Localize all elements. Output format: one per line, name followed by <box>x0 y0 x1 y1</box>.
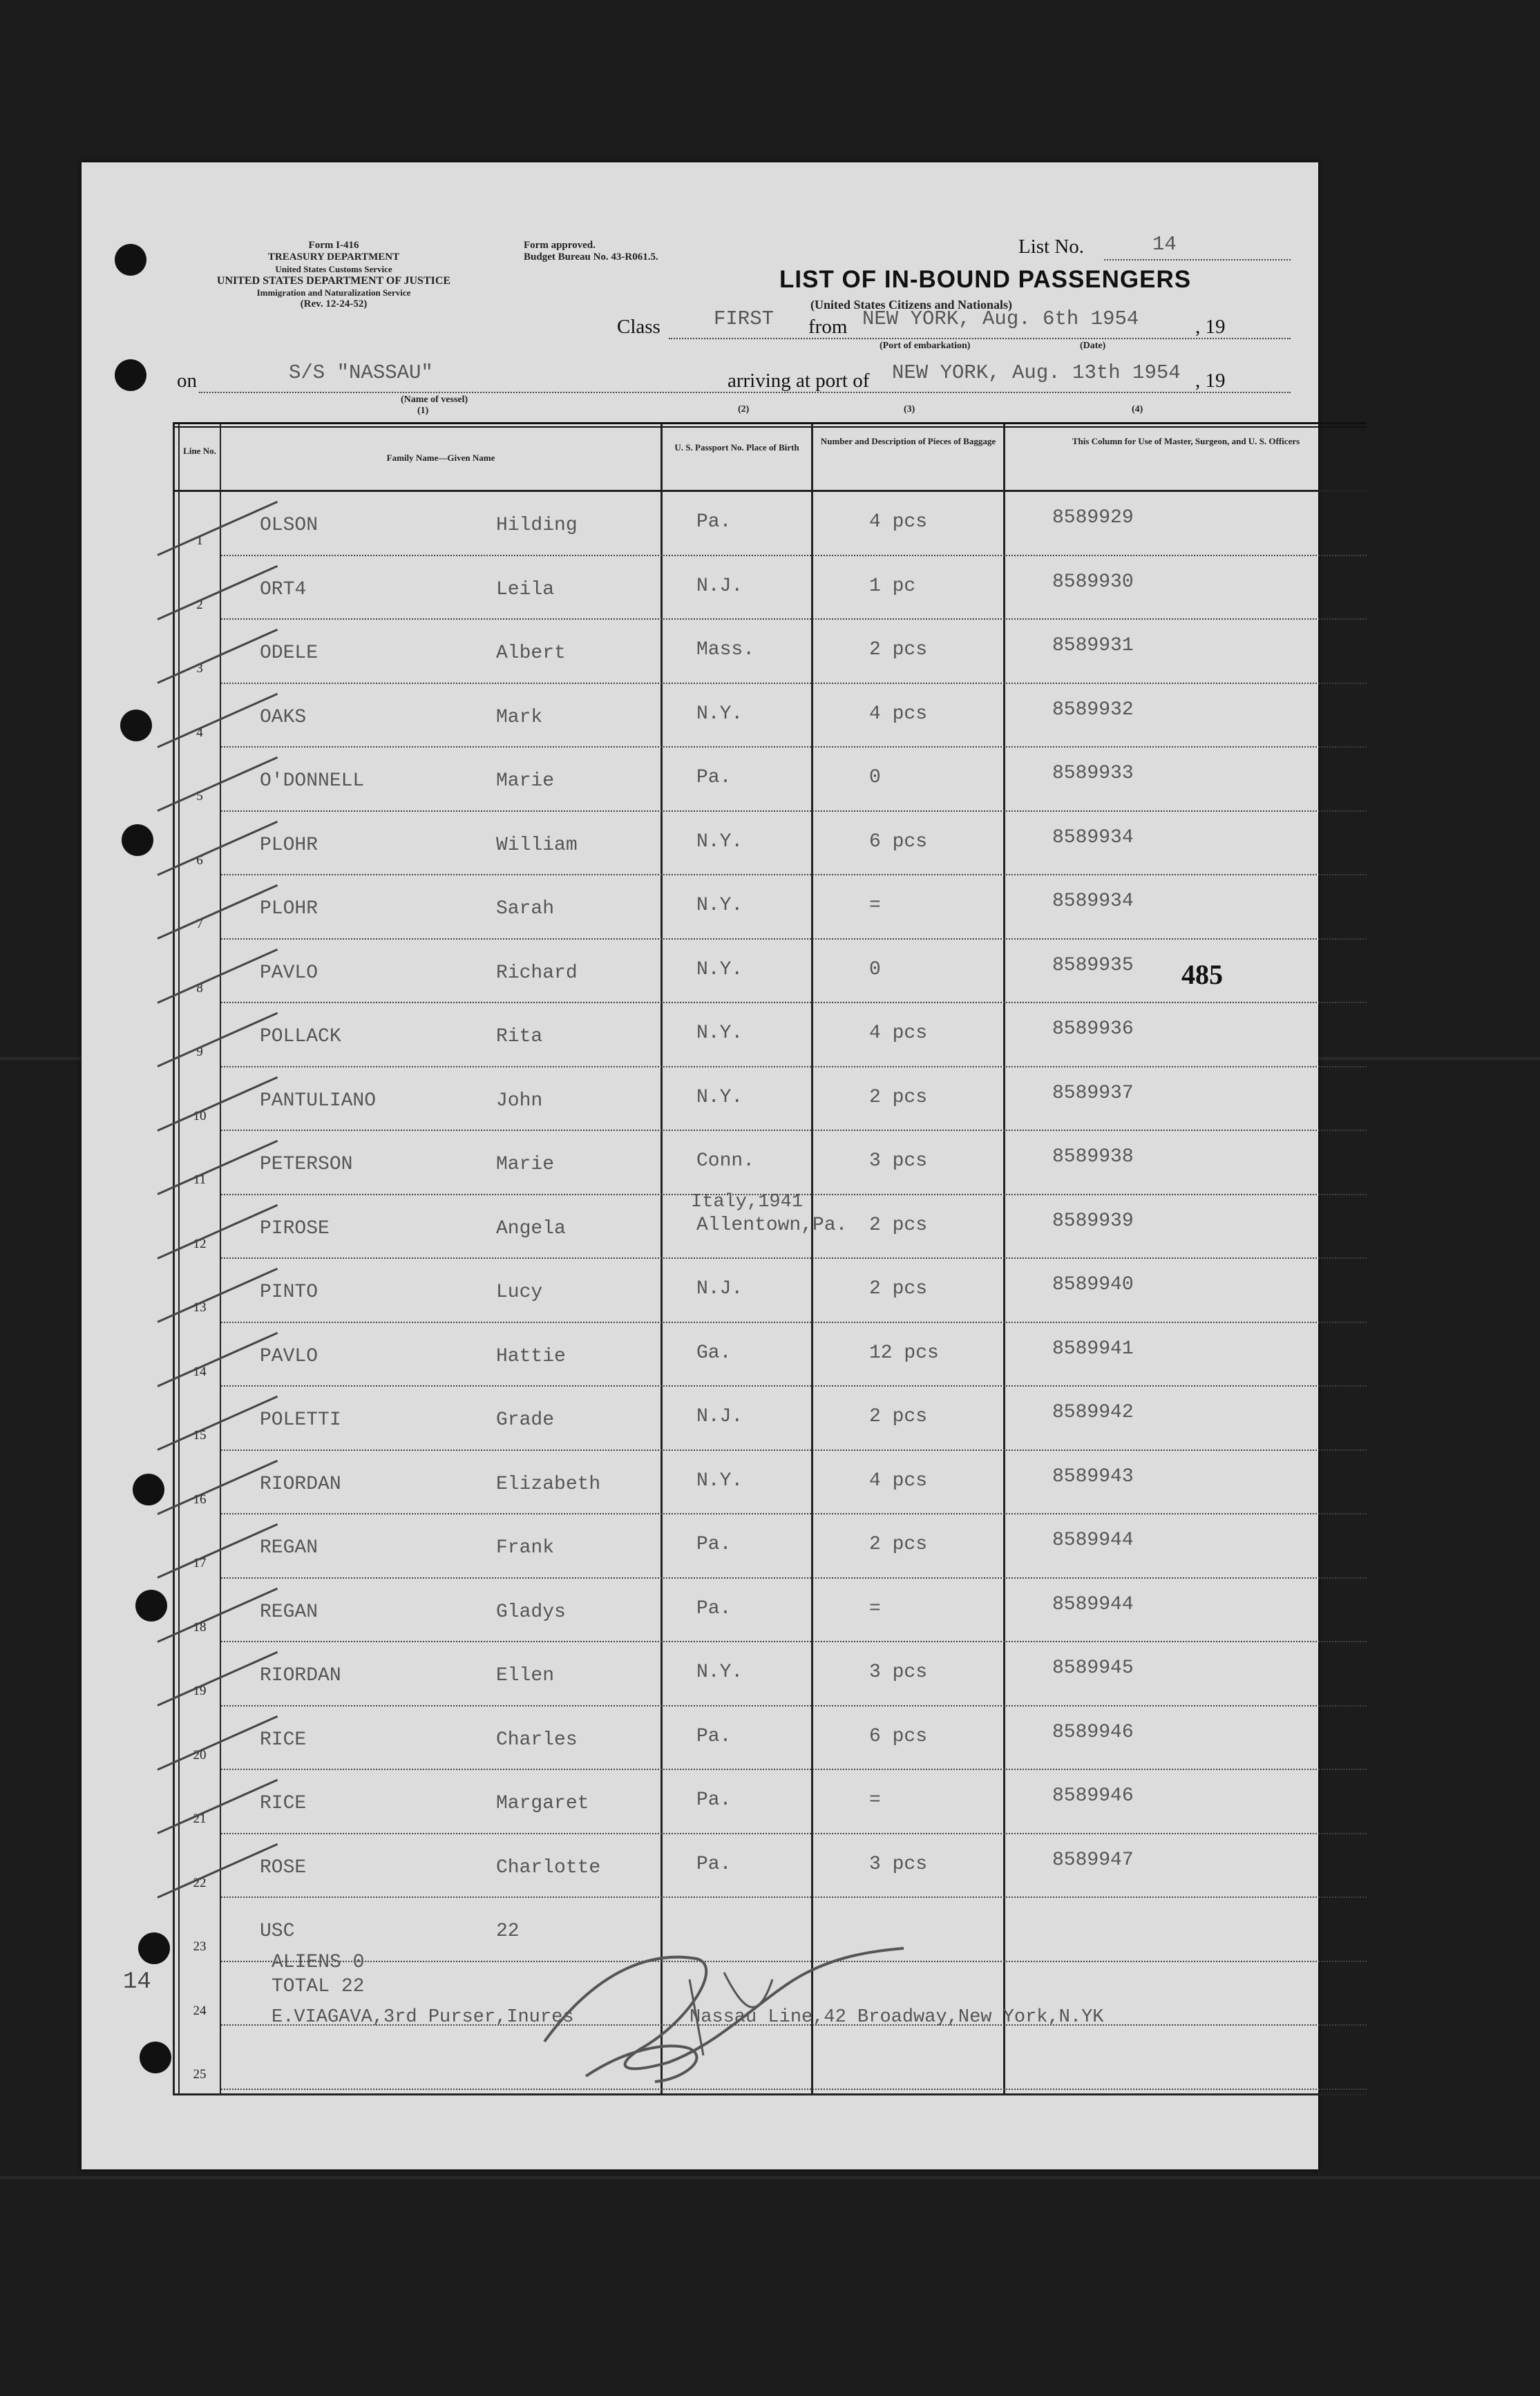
officer-number: 8589936 <box>1052 1018 1134 1040</box>
given-name: Sarah <box>496 898 555 920</box>
family-name: PETERSON <box>260 1154 353 1175</box>
year-label: , 19 <box>1195 370 1226 392</box>
officer-number: 8589929 <box>1052 507 1134 529</box>
punch-hole <box>115 359 146 391</box>
baggage-count: 2 pcs <box>869 1214 928 1236</box>
baggage-col-rule <box>1003 424 1005 2094</box>
handwritten-signature <box>517 1910 931 2090</box>
date-caption: (Date) <box>1080 341 1106 351</box>
line-number: 21 <box>193 1812 207 1826</box>
line-number: 3 <box>196 661 203 676</box>
baggage-count: 3 pcs <box>869 1662 928 1683</box>
given-name: Hattie <box>496 1345 566 1367</box>
place-of-birth: N.J. <box>696 575 743 597</box>
class-label: Class <box>617 316 660 338</box>
family-name: PLOHR <box>260 898 319 920</box>
place-of-birth: N.Y. <box>696 830 743 853</box>
family-name: PAVLO <box>260 962 319 984</box>
family-name: REGAN <box>260 1537 319 1559</box>
column-caption-4: (4) <box>1132 404 1143 415</box>
line-number: 7 <box>196 917 203 931</box>
line-number: 25 <box>193 2067 207 2082</box>
officer-number: 8589944 <box>1052 1530 1134 1551</box>
row-12-birth-year: Italy,1941 <box>691 1192 804 1213</box>
row-divider <box>221 555 1367 556</box>
punch-hole <box>133 1474 164 1505</box>
year-label: , 19 <box>1195 316 1226 338</box>
column-caption-2: (2) <box>738 404 750 415</box>
line-number: 17 <box>193 1556 207 1570</box>
given-name: Ellen <box>496 1665 555 1686</box>
form-id: Form I-416 <box>308 240 359 251</box>
family-name: REGAN <box>260 1601 319 1623</box>
family-name: PINTO <box>260 1282 319 1303</box>
budget-bureau: Budget Bureau No. 43-R061.5. <box>524 251 658 263</box>
row-divider <box>221 1513 1367 1514</box>
row-divider <box>221 1257 1367 1259</box>
approval-block <box>524 240 658 263</box>
place-of-birth: Pa. <box>696 1725 732 1747</box>
line-number: 2 <box>196 597 203 612</box>
justice-dept: UNITED STATES DEPARTMENT OF JUSTICE <box>216 275 451 287</box>
baggage-count: 0 <box>869 958 881 980</box>
baggage-count: = <box>869 1597 881 1619</box>
table-top-rule <box>173 422 1367 424</box>
baggage-count: 3 pcs <box>869 1150 928 1172</box>
baggage-count: 6 pcs <box>869 1725 928 1747</box>
on-label: on <box>177 370 197 392</box>
given-name: Richard <box>496 962 578 984</box>
column-header-passport: U. S. Passport No. Place of Birth <box>674 442 799 453</box>
place-of-birth: N.Y. <box>696 1023 743 1044</box>
place-of-birth: N.Y. <box>696 703 743 725</box>
baggage-count: 2 pcs <box>869 1278 928 1300</box>
officer-number: 8589938 <box>1052 1146 1134 1168</box>
column-caption-1: (1) <box>417 406 429 416</box>
family-name: PIROSE <box>260 1217 330 1239</box>
form-header-block <box>171 240 496 310</box>
place-of-birth: N.Y. <box>696 958 743 980</box>
punch-hole <box>135 1590 167 1622</box>
baggage-count: 2 pcs <box>869 1406 928 1427</box>
officer-number: 8589942 <box>1052 1402 1134 1423</box>
given-name: Margaret <box>496 1793 589 1814</box>
row-divider <box>221 1449 1367 1451</box>
table-bottom-rule <box>173 2093 1367 2095</box>
family-name: POLETTI <box>260 1409 341 1431</box>
baggage-count: 6 pcs <box>869 830 928 853</box>
given-name: Leila <box>496 578 555 600</box>
family-name: ORT4 <box>260 578 307 600</box>
table-top-rule <box>173 426 1367 428</box>
given-name: Elizabeth <box>496 1473 601 1495</box>
family-name: RICE <box>260 1793 307 1814</box>
line-number: 14 <box>193 1364 207 1379</box>
baggage-count: = <box>869 895 881 916</box>
line-number: 19 <box>193 1684 207 1698</box>
baggage-count: 0 <box>869 767 881 788</box>
vessel-name: S/S "NASSAU" <box>289 361 433 384</box>
baggage-count: 1 pc <box>869 575 916 597</box>
punch-hole <box>122 824 153 856</box>
line-number: 13 <box>193 1300 207 1315</box>
family-name: OAKS <box>260 706 307 728</box>
list-no-line <box>1104 259 1291 260</box>
line-number: 23 <box>193 1939 207 1954</box>
line-number: 11 <box>193 1172 207 1187</box>
line-number: 10 <box>193 1108 207 1123</box>
officer-number: 8589943 <box>1052 1465 1134 1487</box>
list-no-value: 14 <box>1152 233 1177 256</box>
list-no-label: List No. <box>1018 236 1085 258</box>
arriving-label: arriving at port of <box>728 370 870 392</box>
place-of-birth: Allentown,Pa. <box>696 1214 848 1236</box>
scan-band <box>0 2176 1540 2179</box>
baggage-count: 4 pcs <box>869 511 928 533</box>
agent-address: Nassau Line,42 Broadway,New York,N.YK <box>690 2007 1104 2028</box>
given-name: Grade <box>496 1409 555 1431</box>
given-name: William <box>496 834 578 856</box>
line-number: 18 <box>193 1619 207 1635</box>
vessel-caption: (Name of vessel) <box>401 394 468 405</box>
family-name: RIORDAN <box>260 1665 341 1686</box>
family-name: USC <box>260 1921 295 1942</box>
place-of-birth: Mass. <box>696 639 755 660</box>
row-divider <box>221 1769 1367 1770</box>
passenger-list-form <box>82 162 1318 2169</box>
line-number: 24 <box>193 2003 207 2018</box>
punch-hole <box>115 244 146 276</box>
row-divider <box>221 938 1367 940</box>
form-title: LIST OF IN-BOUND PASSENGERS <box>779 266 1192 293</box>
baggage-count: = <box>869 1789 881 1811</box>
given-name: Charlotte <box>496 1856 601 1879</box>
given-name: Gladys <box>496 1601 566 1623</box>
baggage-count: 12 pcs <box>869 1342 939 1364</box>
row-divider <box>221 1385 1367 1387</box>
place-of-birth: Pa. <box>696 1789 732 1811</box>
given-name: Rita <box>496 1026 543 1047</box>
stamp-number: 485 <box>1181 959 1223 990</box>
family-name: RIORDAN <box>260 1473 341 1495</box>
officer-number: 8589931 <box>1052 635 1134 656</box>
ins: Immigration and Naturalization Service <box>256 287 411 298</box>
given-name: Hilding <box>496 515 578 536</box>
header-bottom-rule <box>173 490 1367 492</box>
officer-number: 8589940 <box>1052 1274 1134 1295</box>
passport-col-rule <box>811 424 813 2094</box>
column-header-line: Line No. <box>183 446 216 456</box>
place-of-birth: Ga. <box>696 1342 732 1364</box>
row-divider <box>221 1577 1367 1579</box>
place-of-birth: N.J. <box>696 1406 743 1427</box>
given-name: 22 <box>496 1921 520 1942</box>
place-of-birth: N.J. <box>696 1278 743 1300</box>
treasury-dept: TREASURY DEPARTMENT <box>267 251 400 263</box>
row-divider <box>221 1705 1367 1706</box>
given-name: Marie <box>496 1154 555 1175</box>
baggage-count: 3 pcs <box>869 1853 928 1875</box>
officer-number: 8589946 <box>1052 1785 1134 1807</box>
baggage-count: 4 pcs <box>869 703 928 725</box>
line-number: 9 <box>196 1045 203 1059</box>
given-name: Frank <box>496 1537 555 1559</box>
family-name: PANTULIANO <box>260 1090 377 1112</box>
from-label: from <box>808 316 848 338</box>
margin-handwritten-mark: 14 <box>123 1969 151 1995</box>
punch-hole <box>138 1932 170 1964</box>
place-of-birth: Pa. <box>696 511 732 533</box>
row-divider <box>221 810 1367 812</box>
line-number: 1 <box>196 533 203 548</box>
family-name: PAVLO <box>260 1345 319 1367</box>
family-name: O'DONNELL <box>260 770 365 792</box>
place-of-birth: Pa. <box>696 1597 732 1619</box>
row-divider <box>221 746 1367 748</box>
purser-signature-line: E.VIAGAVA,3rd Purser,Inures <box>272 2007 574 2028</box>
place-of-birth: N.Y. <box>696 895 743 916</box>
line-number: 6 <box>196 853 203 868</box>
place-of-birth: Pa. <box>696 1853 732 1875</box>
officer-number: 8589933 <box>1052 763 1134 784</box>
family-name: PLOHR <box>260 834 319 856</box>
baggage-count: 2 pcs <box>869 639 928 660</box>
place-of-birth: N.Y. <box>696 1662 743 1683</box>
row-divider <box>221 1130 1367 1131</box>
punch-hole <box>120 710 152 741</box>
baggage-count: 4 pcs <box>869 1023 928 1044</box>
row-divider <box>221 1833 1367 1834</box>
given-name: Charles <box>496 1729 578 1751</box>
officer-number: 8589937 <box>1052 1082 1134 1104</box>
form-subtitle: (United States Citizens and Nationals) <box>810 298 1013 312</box>
total-count: TOTAL 22 <box>272 1976 365 1997</box>
given-name: Mark <box>496 706 543 728</box>
line-number: 16 <box>193 1492 207 1507</box>
line-number: 15 <box>193 1428 207 1443</box>
line-number: 8 <box>196 980 203 996</box>
class-value: FIRST <box>714 307 774 330</box>
row-divider <box>221 1896 1367 1898</box>
port-embark-caption: (Port of embarkation) <box>880 341 971 351</box>
family-name: ROSE <box>260 1856 307 1879</box>
line-number: 5 <box>196 789 203 804</box>
column-header-baggage: Number and Description of Pieces of Baggage <box>820 436 996 446</box>
customs-service: United States Customs Service <box>275 264 392 274</box>
line-number: 20 <box>193 1747 207 1762</box>
officer-number: 8589945 <box>1052 1657 1134 1679</box>
name-col-rule <box>660 424 663 2094</box>
line-number: 4 <box>196 725 203 740</box>
place-of-birth: N.Y. <box>696 1470 743 1492</box>
family-name: POLLACK <box>260 1026 341 1047</box>
family-name: ODELE <box>260 643 319 664</box>
place-of-birth: Pa. <box>696 1534 732 1555</box>
place-of-birth: N.Y. <box>696 1086 743 1108</box>
family-name: OLSON <box>260 515 319 536</box>
given-name: John <box>496 1090 543 1112</box>
column-header-name: Family Name—Given Name <box>386 453 495 463</box>
aliens-count: ALIENS 0 <box>272 1952 365 1973</box>
officer-number: 8589934 <box>1052 891 1134 912</box>
row-divider <box>221 1066 1367 1067</box>
line-number: 12 <box>193 1236 207 1251</box>
given-name: Lucy <box>496 1282 543 1303</box>
line-number: 22 <box>193 1875 207 1890</box>
officer-number: 8589944 <box>1052 1593 1134 1615</box>
column-caption-3: (3) <box>904 404 915 415</box>
officer-number: 8589946 <box>1052 1721 1134 1743</box>
officer-number: 8589939 <box>1052 1210 1134 1232</box>
form-approved: Form approved. <box>524 240 596 251</box>
given-name: Albert <box>496 643 566 664</box>
revision: (Rev. 12-24-52) <box>300 298 368 310</box>
officer-number: 8589930 <box>1052 571 1134 593</box>
given-name: Angela <box>496 1217 566 1239</box>
row-divider <box>221 1641 1367 1642</box>
column-header-officers: This Column for Use of Master, Surgeon, and U. S. Officers <box>1072 436 1300 446</box>
officer-number: 8589934 <box>1052 826 1134 848</box>
baggage-count: 4 pcs <box>869 1470 928 1492</box>
from-value: NEW YORK, Aug. 6th 1954 <box>862 307 1139 330</box>
row-divider <box>221 1322 1367 1323</box>
officer-number: 8589932 <box>1052 698 1134 721</box>
family-name: RICE <box>260 1729 307 1751</box>
officer-number: 8589941 <box>1052 1338 1134 1360</box>
place-of-birth: Conn. <box>696 1150 755 1172</box>
row-divider <box>221 618 1367 620</box>
officer-number: 8589947 <box>1052 1849 1134 1871</box>
baggage-count: 2 pcs <box>869 1534 928 1555</box>
baggage-count: 2 pcs <box>869 1086 928 1108</box>
officer-number: 8589935 <box>1052 954 1134 976</box>
arriving-value: NEW YORK, Aug. 13th 1954 <box>892 361 1181 384</box>
line-col-rule <box>220 424 221 2094</box>
punch-hole <box>140 2042 171 2073</box>
row-divider <box>221 874 1367 875</box>
row-divider <box>221 683 1367 684</box>
place-of-birth: Pa. <box>696 767 732 788</box>
row-divider <box>221 1002 1367 1003</box>
given-name: Marie <box>496 770 555 792</box>
